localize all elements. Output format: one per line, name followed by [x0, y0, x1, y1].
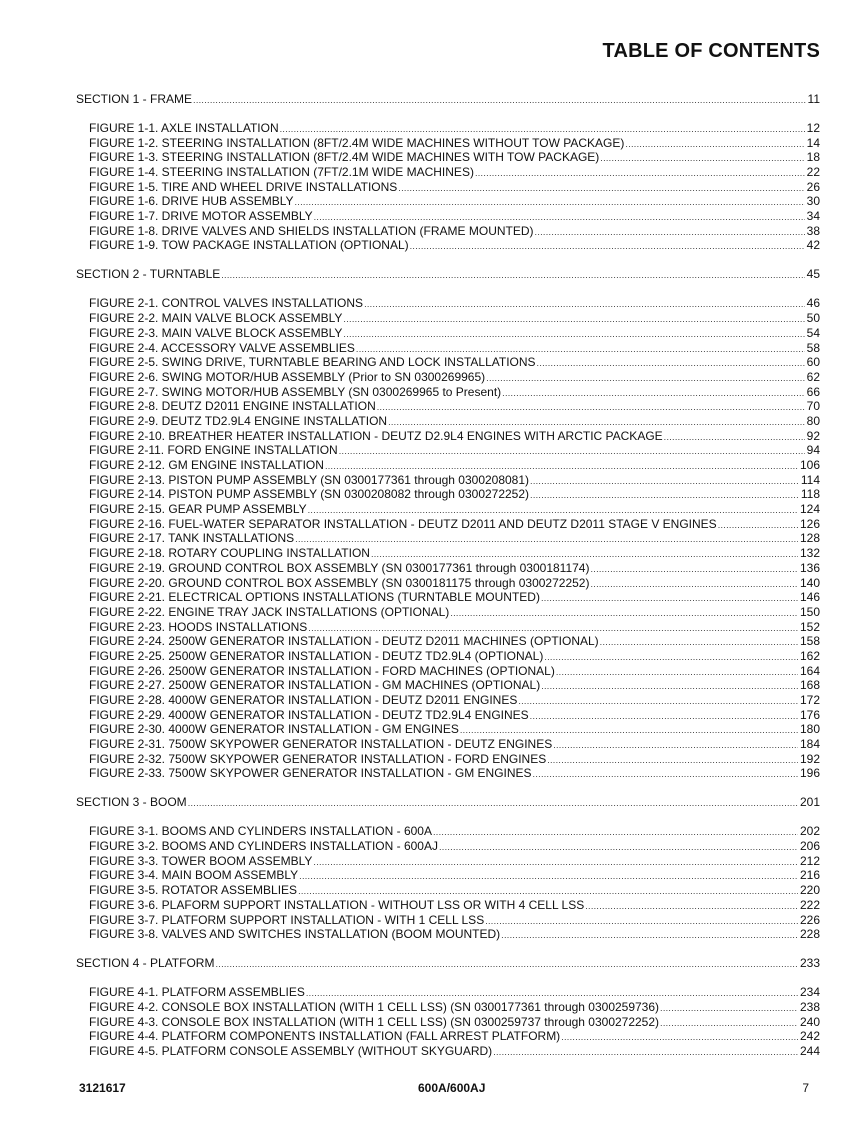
spacer [76, 942, 820, 956]
toc-entry-page: 233 [799, 956, 820, 971]
toc-figure-entry[interactable] [76, 737, 820, 752]
toc-entry-page: 114 [800, 472, 820, 487]
toc-entry-page: 202 [799, 824, 820, 839]
dot-leader [493, 1045, 798, 1060]
toc-figure-entry[interactable] [76, 165, 820, 180]
spacer [76, 253, 820, 267]
toc-entry-label: FIGURE 2-19. GROUND CONTROL BOX ASSEMBLY (SN 0300177361 through 0300181174) [89, 560, 590, 575]
toc-entry-label: FIGURE 2-7. SWING MOTOR/HUB ASSEMBLY (SN 0300269965 to Present) [89, 384, 502, 399]
toc-entry-page: 196 [799, 766, 820, 781]
toc-entry-label: FIGURE 1-1. AXLE INSTALLATION [89, 120, 279, 135]
dot-leader [530, 474, 799, 489]
toc-entry-page: 106 [799, 458, 820, 473]
toc-entry-label: FIGURE 2-17. TANK INSTALLATIONS [89, 531, 295, 546]
dot-leader [221, 268, 804, 283]
toc-section-entry[interactable] [76, 267, 820, 282]
toc-entry-label: FIGURE 2-2. MAIN VALVE BLOCK ASSEMBLY [89, 311, 343, 326]
toc-figure-entry[interactable] [76, 898, 820, 913]
dot-leader [188, 796, 798, 811]
toc-figure-entry[interactable] [76, 355, 820, 370]
toc-entry-label: FIGURE 4-5. PLATFORM CONSOLE ASSEMBLY (WITHOUT SKYGUARD) [89, 1043, 493, 1058]
dot-leader [299, 869, 798, 884]
spacer [76, 810, 820, 824]
dot-leader [530, 488, 799, 503]
toc-figure-entry[interactable] [76, 531, 820, 546]
toc-entry-label: FIGURE 2-1. CONTROL VALVES INSTALLATIONS [89, 296, 364, 311]
toc-entry-label: FIGURE 2-23. HOODS INSTALLATIONS [89, 619, 308, 634]
toc-entry-page: 38 [806, 223, 820, 238]
toc-figure-entry[interactable] [76, 121, 820, 136]
dot-leader [295, 532, 798, 547]
toc-figure-entry[interactable] [76, 443, 820, 458]
toc-entry-label: FIGURE 3-8. VALVES AND SWITCHES INSTALLATION (BOOM MOUNTED) [89, 927, 501, 942]
toc-entry-label: FIGURE 2-18. ROTARY COUPLING INSTALLATION [89, 546, 370, 561]
toc-entry-page: 62 [806, 369, 820, 384]
toc-entry-page: 238 [799, 999, 820, 1014]
toc-entry-label: FIGURE 2-3. MAIN VALVE BLOCK ASSEMBLY [89, 325, 343, 340]
toc-figure-entry[interactable] [76, 385, 820, 400]
toc-entry-label: FIGURE 2-22. ENGINE TRAY JACK INSTALLATIONS (OPTIONAL) [89, 604, 450, 619]
toc-figure-entry[interactable] [76, 370, 820, 385]
toc-entry-page: 180 [799, 722, 820, 737]
toc-entry-label: FIGURE 2-11. FORD ENGINE INSTALLATION [89, 443, 338, 458]
toc-entry-page: 201 [799, 795, 820, 810]
toc-entry-label: FIGURE 2-28. 4000W GENERATOR INSTALLATION - DEUTZ D2011 ENGINES [89, 693, 518, 708]
toc-entry-label: SECTION 2 - TURNTABLE [76, 267, 221, 282]
dot-leader [541, 591, 798, 606]
dot-leader [590, 577, 798, 592]
toc-entry-page: 234 [799, 985, 820, 1000]
dot-leader [547, 753, 798, 768]
toc-figure-entry[interactable] [76, 708, 820, 723]
toc-figure-entry[interactable] [76, 620, 820, 635]
dot-leader [660, 1001, 798, 1016]
toc-entry-page: 30 [806, 194, 820, 209]
dot-leader [450, 606, 798, 621]
toc-entry-page: 126 [799, 516, 820, 531]
dot-leader [371, 547, 798, 562]
toc-figure-entry[interactable] [76, 502, 820, 517]
dot-leader [590, 562, 798, 577]
toc-entry-page: 12 [806, 120, 820, 135]
toc-entry-page: 18 [806, 150, 820, 165]
toc-entry-page: 140 [799, 575, 820, 590]
dot-leader [325, 459, 798, 474]
toc-figure-entry[interactable] [76, 180, 820, 195]
toc-entry-page: 54 [806, 325, 820, 340]
dot-leader [541, 679, 798, 694]
dot-leader [561, 1030, 798, 1045]
toc-entry-page: 80 [806, 413, 820, 428]
toc-entry-label: FIGURE 2-9. DEUTZ TD2.9L4 ENGINE INSTALLATION [89, 413, 388, 428]
toc-entry-label: FIGURE 1-9. TOW PACKAGE INSTALLATION (OPTIONAL) [89, 238, 409, 253]
toc-entry-label: FIGURE 2-20. GROUND CONTROL BOX ASSEMBLY (SN 0300181175 through 0300272252) [89, 575, 590, 590]
toc-entry-label: FIGURE 3-3. TOWER BOOM ASSEMBLY [89, 853, 313, 868]
dot-leader [308, 503, 798, 518]
toc-entry-page: 70 [806, 399, 820, 414]
dot-leader [533, 767, 798, 782]
toc-entry-page: 132 [799, 546, 820, 561]
toc-entry-label: FIGURE 1-2. STEERING INSTALLATION (8FT/2.4M WIDE MACHINES WITHOUT TOW PACKAGE) [89, 135, 625, 150]
toc-entry-label: FIGURE 3-1. BOOMS AND CYLINDERS INSTALLATION - 600A [89, 824, 432, 839]
toc-entry-page: 206 [799, 839, 820, 854]
dot-leader [502, 386, 804, 401]
dot-leader [600, 635, 798, 650]
toc-entry-label: FIGURE 3-4. MAIN BOOM ASSEMBLY [89, 868, 299, 883]
toc-figure-entry[interactable] [76, 561, 820, 576]
toc-entry-label: FIGURE 2-15. GEAR PUMP ASSEMBLY [89, 502, 307, 517]
toc-entry-label: FIGURE 1-6. DRIVE HUB ASSEMBLY [89, 194, 294, 209]
toc-figure-entry[interactable] [76, 985, 820, 1000]
toc-entry-page: 240 [799, 1014, 820, 1029]
toc-entry-label: FIGURE 2-26. 2500W GENERATOR INSTALLATION - FORD MACHINES (OPTIONAL) [89, 663, 555, 678]
dot-leader [585, 899, 798, 914]
toc-figure-entry[interactable] [76, 224, 820, 239]
toc-figure-entry[interactable] [76, 209, 820, 224]
toc-figure-entry[interactable] [76, 136, 820, 151]
dot-leader [356, 342, 805, 357]
toc-entry-page: 60 [806, 355, 820, 370]
toc-entry-label: FIGURE 3-6. PLAFORM SUPPORT INSTALLATION - WITHOUT LSS OR WITH 4 CELL LSS [89, 897, 585, 912]
toc-entry-page: 146 [799, 590, 820, 605]
toc-entry-page: 11 [807, 92, 820, 106]
toc-entry-label: FIGURE 2-32. 7500W SKYPOWER GENERATOR INSTALLATION - FORD ENGINES [89, 751, 547, 766]
toc-entry-page: 45 [806, 267, 820, 282]
toc-figure-entry[interactable] [76, 766, 820, 781]
toc-figure-entry[interactable] [76, 752, 820, 767]
toc-figure-entry[interactable] [76, 649, 820, 664]
toc-figure-entry[interactable] [76, 1000, 820, 1015]
spacer [76, 107, 820, 121]
document-number: 3121617 [79, 1081, 126, 1095]
toc-entry-page: 136 [799, 560, 820, 575]
toc-figure-entry[interactable] [76, 458, 820, 473]
toc-figure-entry[interactable] [76, 326, 820, 341]
toc-entry-label: FIGURE 2-6. SWING MOTOR/HUB ASSEMBLY (Prior to SN 0300269965) [89, 369, 486, 384]
toc-entry-page: 152 [799, 619, 820, 634]
toc-entry-page: 244 [799, 1043, 820, 1058]
dot-leader [215, 957, 798, 972]
toc-entry-label: FIGURE 3-2. BOOMS AND CYLINDERS INSTALLATION - 600AJ [89, 839, 438, 854]
toc-figure-entry[interactable] [76, 1015, 820, 1030]
toc-entry-label: FIGURE 2-21. ELECTRICAL OPTIONS INSTALLATIONS (TURNTABLE MOUNTED) [89, 590, 540, 605]
toc-figure-entry[interactable] [76, 664, 820, 679]
dot-leader [518, 694, 798, 709]
toc-entry-page: 242 [799, 1029, 820, 1044]
toc-figure-entry[interactable] [76, 414, 820, 429]
page-footer [79, 1081, 809, 1097]
dot-leader [486, 371, 805, 386]
dot-leader [398, 181, 804, 196]
toc-entry-label: FIGURE 2-30. 4000W GENERATOR INSTALLATION - GM ENGINES [89, 722, 459, 737]
toc-entry-page: 92 [806, 428, 820, 443]
toc-figure-entry[interactable] [76, 1029, 820, 1044]
toc-entry-label: FIGURE 2-27. 2500W GENERATOR INSTALLATION - GM MACHINES (OPTIONAL) [89, 678, 541, 693]
toc-entry-page: 220 [799, 883, 820, 898]
toc-entry-page: 150 [799, 604, 820, 619]
dot-leader [388, 415, 805, 430]
dot-leader [439, 840, 798, 855]
toc-entry-label: FIGURE 1-5. TIRE AND WHEEL DRIVE INSTALLATIONS [89, 179, 398, 194]
dot-leader [556, 665, 798, 680]
dot-leader [308, 621, 798, 636]
toc-figure-entry[interactable] [76, 678, 820, 693]
toc-entry-label: FIGURE 2-4. ACCESSORY VALVE ASSEMBLIES [89, 340, 355, 355]
toc-entry-label: FIGURE 2-33. 7500W SKYPOWER GENERATOR INSTALLATION - GM ENGINES [89, 766, 532, 781]
dot-leader [306, 986, 798, 1001]
toc-figure-entry[interactable] [76, 194, 820, 209]
toc-entry-page: 172 [799, 693, 820, 708]
dot-leader [475, 166, 805, 181]
dot-leader [295, 195, 805, 210]
toc-entry-label: FIGURE 4-1. PLATFORM ASSEMBLIES [89, 985, 305, 1000]
toc-entry-page: 176 [799, 707, 820, 722]
toc-entry-page: 158 [799, 634, 820, 649]
dot-leader [718, 518, 798, 533]
toc-entry-label: FIGURE 2-12. GM ENGINE INSTALLATION [89, 458, 324, 473]
toc-entry-label: FIGURE 4-3. CONSOLE BOX INSTALLATION (WITH 1 CELL LSS) (SN 0300259737 through 0300272252) [89, 1014, 660, 1029]
toc-entry-page: 216 [799, 868, 820, 883]
toc-figure-entry[interactable] [76, 517, 820, 532]
dot-leader [664, 430, 805, 445]
toc-figure-entry[interactable] [76, 722, 820, 737]
toc-figure-entry[interactable] [76, 473, 820, 488]
toc-entry-page: 124 [799, 502, 820, 517]
toc-figure-entry[interactable] [76, 634, 820, 649]
page-title: TABLE OF CONTENTS [602, 40, 820, 62]
toc-section-entry[interactable] [76, 92, 820, 107]
toc-entry-label: FIGURE 2-13. PISTON PUMP ASSEMBLY (SN 0300177361 through 0300208081) [89, 472, 530, 487]
toc-figure-entry[interactable] [76, 341, 820, 356]
toc-figure-entry[interactable] [76, 311, 820, 326]
toc-section-entry[interactable] [76, 956, 820, 971]
toc-figure-entry[interactable] [76, 576, 820, 591]
spacer [76, 282, 820, 296]
toc-entry-page: 128 [799, 531, 820, 546]
toc-entry-label: FIGURE 3-5. ROTATOR ASSEMBLIES [89, 883, 298, 898]
toc-entry-page: 66 [806, 384, 820, 399]
dot-leader [535, 225, 805, 240]
dot-leader [410, 239, 805, 254]
toc-figure-entry[interactable] [76, 1044, 820, 1059]
spacer [76, 781, 820, 795]
toc-entry-label: FIGURE 2-5. SWING DRIVE, TURNTABLE BEARING AND LOCK INSTALLATIONS [89, 355, 536, 370]
toc-figure-entry[interactable] [76, 238, 820, 253]
dot-leader [460, 723, 798, 738]
toc-figure-entry[interactable] [76, 590, 820, 605]
dot-leader [343, 312, 804, 327]
toc-entry-page: 42 [806, 238, 820, 253]
toc-entry-page: 212 [799, 853, 820, 868]
toc-entry-label: FIGURE 2-16. FUEL-WATER SEPARATOR INSTALLATION - DEUTZ D2011 AND DEUTZ D2011 STAGE V ENGINES [89, 516, 717, 531]
toc-entry-label: FIGURE 2-24. 2500W GENERATOR INSTALLATION - DEUTZ D2011 MACHINES (OPTIONAL) [89, 634, 599, 649]
toc-entry-page: 162 [799, 648, 820, 663]
toc-figure-entry[interactable] [76, 399, 820, 414]
toc-entry-page: 58 [806, 340, 820, 355]
toc-entry-page: 192 [799, 751, 820, 766]
toc-figure-entry[interactable] [76, 546, 820, 561]
dot-leader [280, 122, 805, 137]
toc-entry-page: 26 [806, 179, 820, 194]
toc-entry-page: 94 [806, 443, 820, 458]
toc-entry-label: FIGURE 4-2. CONSOLE BOX INSTALLATION (WITH 1 CELL LSS) (SN 0300177361 through 0300259736) [89, 999, 660, 1014]
toc-entry-page: 164 [799, 663, 820, 678]
toc-entry-page: 168 [799, 678, 820, 693]
toc-entry-label: FIGURE 1-8. DRIVE VALVES AND SHIELDS INSTALLATION (FRAME MOUNTED) [89, 223, 534, 238]
toc-figure-entry[interactable] [76, 605, 820, 620]
toc-figure-entry[interactable] [76, 854, 820, 869]
toc-figure-entry[interactable] [76, 824, 820, 839]
dot-leader [364, 297, 805, 312]
dot-leader [339, 444, 805, 459]
dot-leader [343, 327, 804, 342]
toc-entry-label: FIGURE 2-29. 4000W GENERATOR INSTALLATION - DEUTZ TD2.9L4 ENGINES [89, 707, 529, 722]
toc-figure-entry[interactable] [76, 913, 820, 928]
dot-leader [553, 738, 798, 753]
toc-entry-page: 14 [806, 135, 820, 150]
toc-figure-entry[interactable] [76, 429, 820, 444]
toc-entry-label: FIGURE 2-31. 7500W SKYPOWER GENERATOR INSTALLATION - DEUTZ ENGINES [89, 737, 553, 752]
dot-leader [537, 356, 805, 371]
toc-entry-page: 22 [806, 165, 820, 180]
toc-figure-entry[interactable] [76, 296, 820, 311]
toc-entry-label: FIGURE 1-4. STEERING INSTALLATION (7FT/2.1M WIDE MACHINES) [89, 165, 474, 180]
spacer [76, 971, 820, 985]
dot-leader [313, 855, 798, 870]
table-of-contents [76, 92, 820, 1059]
toc-figure-entry[interactable] [76, 883, 820, 898]
model-name: 600A/600AJ [418, 1081, 486, 1095]
dot-leader [660, 1016, 798, 1031]
toc-entry-label: FIGURE 2-10. BREATHER HEATER INSTALLATION - DEUTZ D2.9L4 ENGINES WITH ARCTIC PACKAGE [89, 428, 663, 443]
dot-leader [314, 210, 805, 225]
dot-leader [193, 93, 806, 108]
toc-entry-page: 50 [806, 311, 820, 326]
toc-entry-label: SECTION 3 - BOOM [76, 795, 187, 810]
dot-leader [377, 400, 805, 415]
dot-leader [501, 928, 798, 943]
toc-figure-entry[interactable] [76, 868, 820, 883]
toc-entry-page: 226 [799, 912, 820, 927]
dot-leader [433, 825, 798, 840]
toc-entry-page: 184 [799, 737, 820, 752]
toc-entry-label: FIGURE 3-7. PLATFORM SUPPORT INSTALLATION - WITH 1 CELL LSS [89, 912, 485, 927]
toc-entry-page: 34 [806, 209, 820, 224]
toc-figure-entry[interactable] [76, 487, 820, 502]
dot-leader [544, 650, 798, 665]
toc-entry-label: FIGURE 4-4. PLATFORM COMPONENTS INSTALLATION (FALL ARREST PLATFORM) [89, 1029, 561, 1044]
dot-leader [530, 709, 798, 724]
toc-entry-label: SECTION 4 - PLATFORM [76, 956, 215, 971]
toc-entry-label: FIGURE 1-3. STEERING INSTALLATION (8FT/2.4M WIDE MACHINES WITH TOW PACKAGE) [89, 150, 600, 165]
dot-leader [600, 151, 804, 166]
toc-entry-label: SECTION 1 - FRAME [76, 92, 193, 106]
toc-entry-page: 46 [806, 296, 820, 311]
dot-leader [625, 137, 804, 152]
toc-entry-label: FIGURE 1-7. DRIVE MOTOR ASSEMBLY [89, 209, 313, 224]
toc-figure-entry[interactable] [76, 927, 820, 942]
dot-leader [298, 884, 798, 899]
toc-entry-label: FIGURE 2-25. 2500W GENERATOR INSTALLATION - DEUTZ TD2.9L4 (OPTIONAL) [89, 648, 544, 663]
toc-entry-label: FIGURE 2-14. PISTON PUMP ASSEMBLY (SN 0300208082 through 0300272252) [89, 487, 530, 502]
page-number: 7 [802, 1081, 809, 1095]
toc-figure-entry[interactable] [76, 693, 820, 708]
toc-figure-entry[interactable] [76, 839, 820, 854]
toc-figure-entry[interactable] [76, 150, 820, 165]
toc-entry-page: 228 [799, 927, 820, 942]
toc-entry-page: 118 [800, 487, 820, 502]
toc-section-entry[interactable] [76, 795, 820, 810]
dot-leader [485, 914, 798, 929]
toc-entry-page: 222 [799, 897, 820, 912]
toc-entry-label: FIGURE 2-8. DEUTZ D2011 ENGINE INSTALLATION [89, 399, 376, 414]
